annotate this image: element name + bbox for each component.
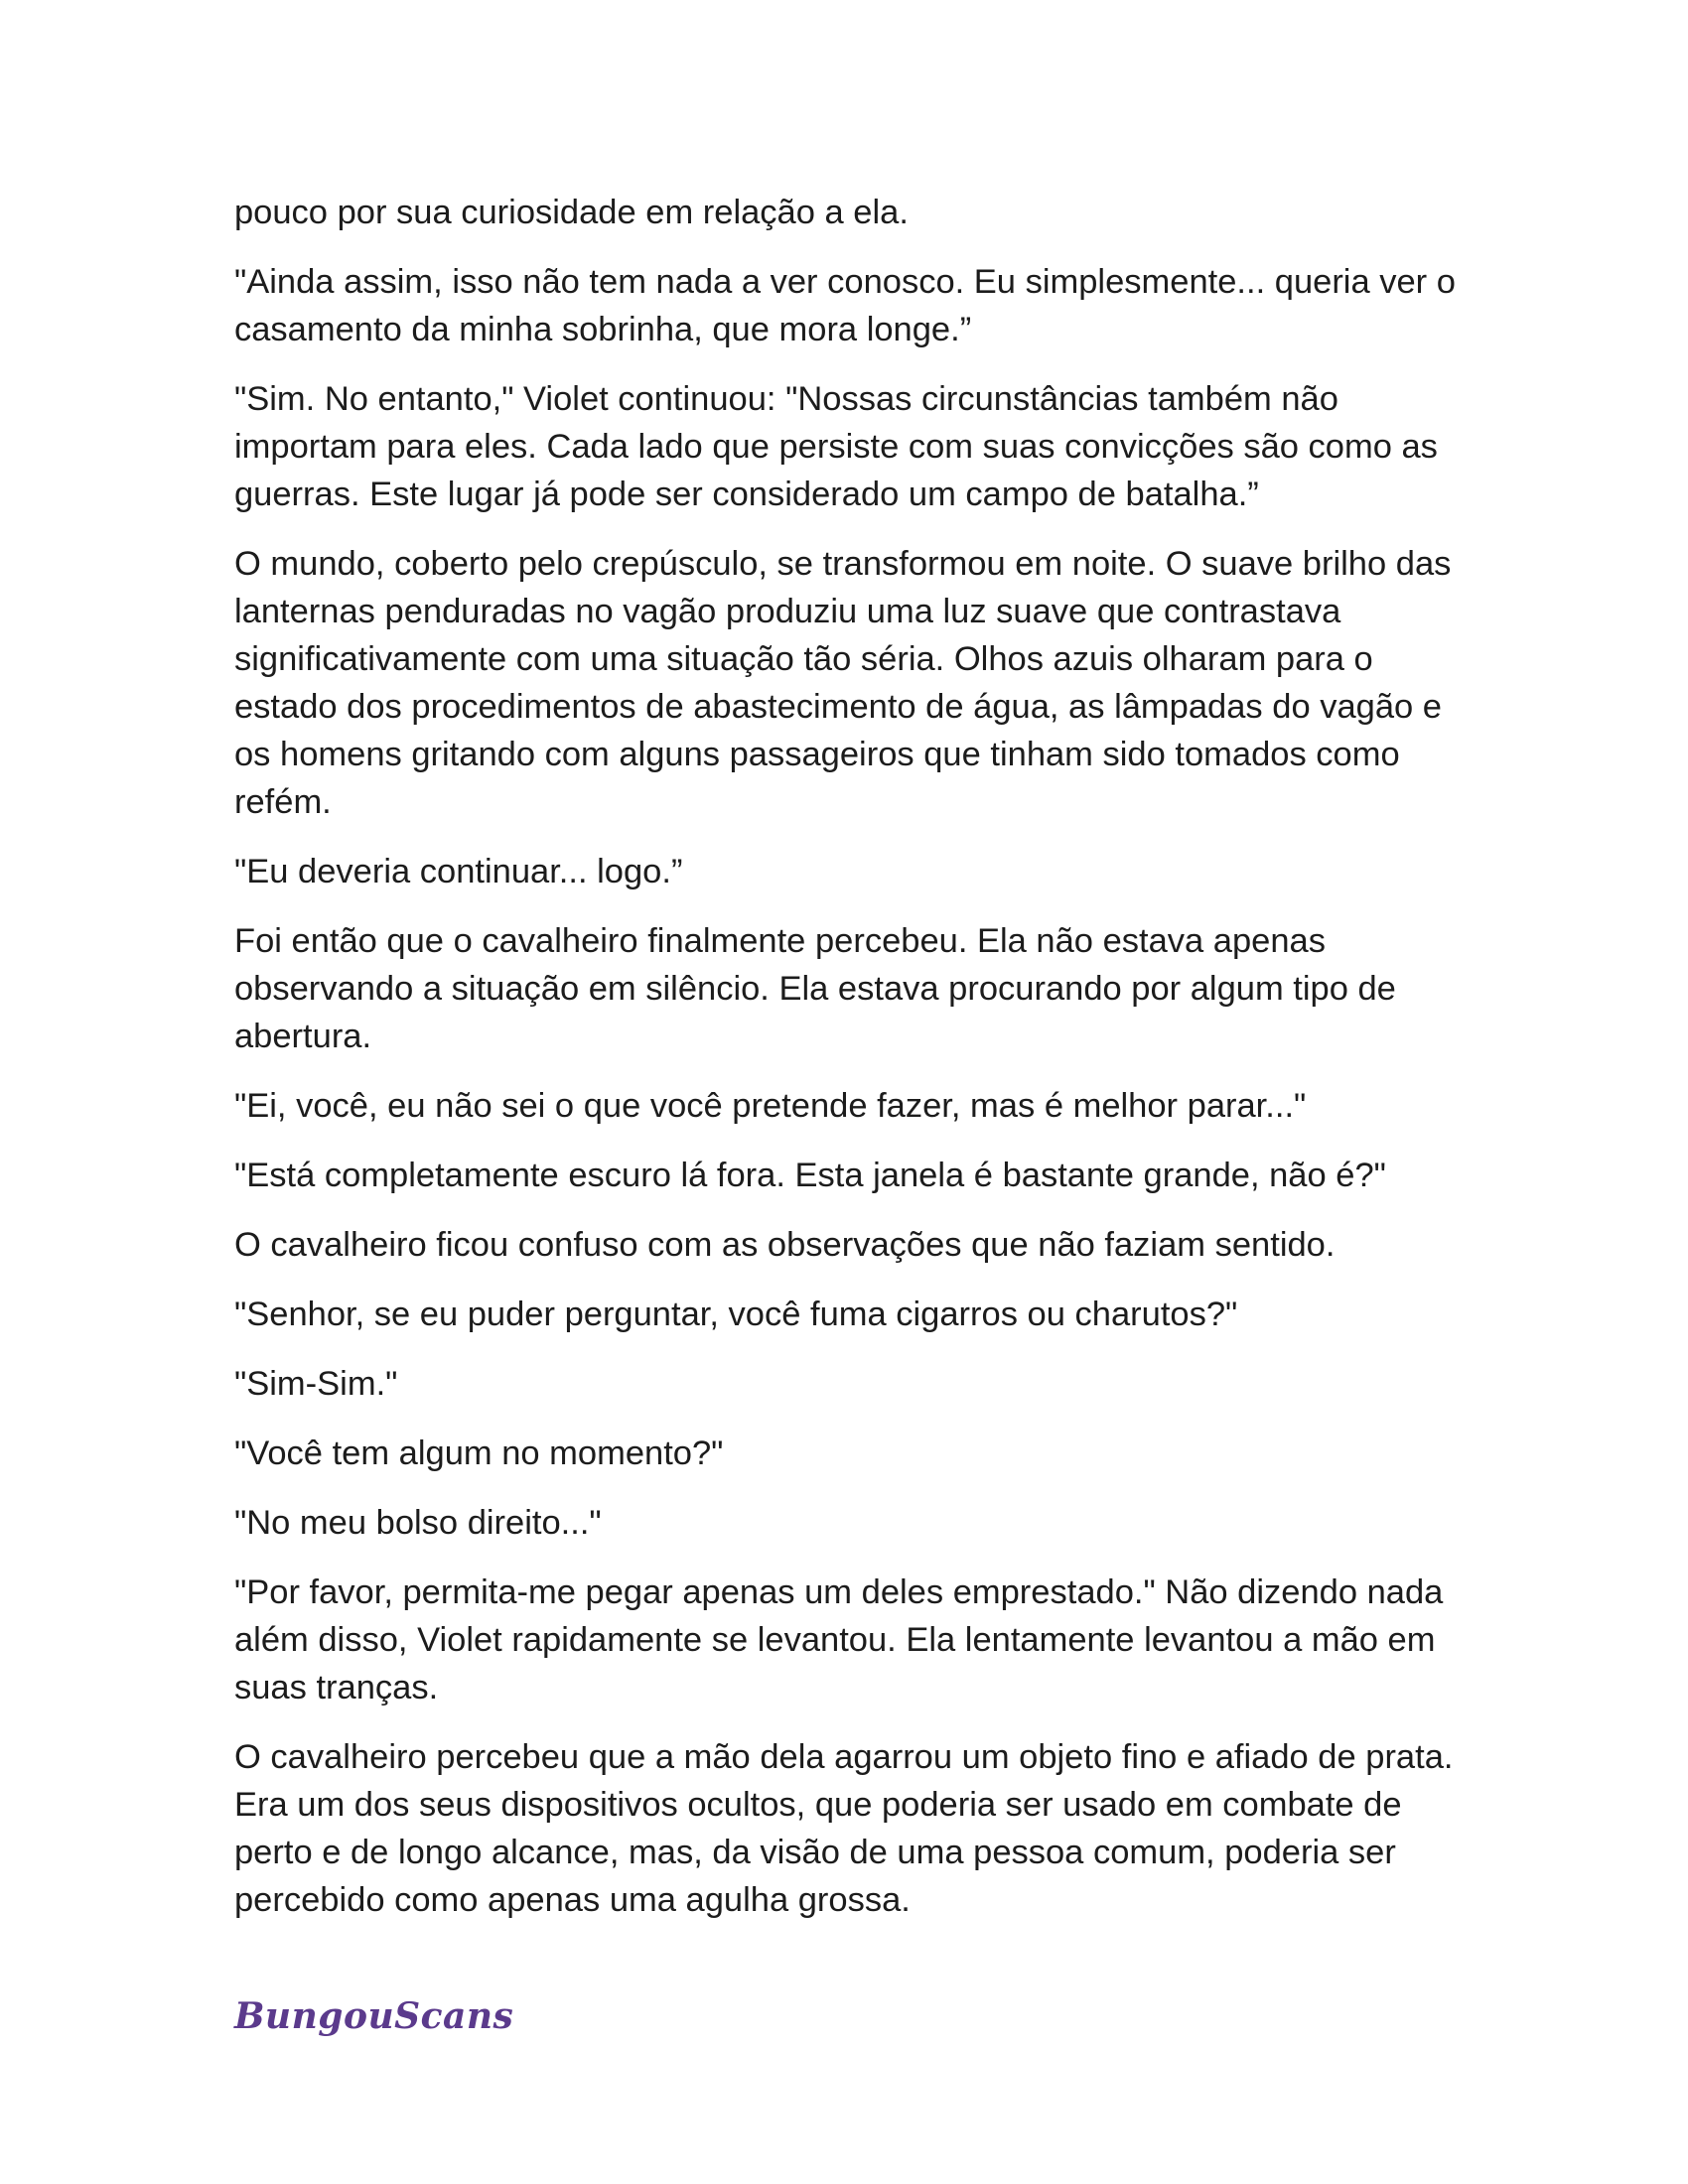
paragraph: "Eu deveria continuar... logo.”: [234, 853, 683, 890]
paragraph: "Você tem algum no momento?": [234, 1434, 724, 1472]
paragraph: "Ainda assim, isso não tem nada a ver conosco. Eu simplesmente... queria ver o casamento da minha sobrinha, que mora longe.”: [234, 263, 1456, 348]
paragraph: "Ei, você, eu não sei o que você pretende fazer, mas é melhor parar...": [234, 1087, 1307, 1125]
document-body: [234, 189, 1461, 1946]
paragraph: O mundo, coberto pelo crepúsculo, se transformou em noite. O suave brilho das lanternas penduradas no vagão produziu uma luz suave que contrastava significativamente com uma situação tão séria. Olhos azuis olharam para o estado dos procedimentos de abastecimento de água, as lâmpadas do vagão e os homens gritando com alguns passageiros que tinham sido tomados como refém.: [234, 545, 1452, 821]
paragraph: O cavalheiro percebeu que a mão dela agarrou um objeto fino e afiado de prata. Era um dos seus dispositivos ocultos, que poderia ser usado em combate de perto e de longo alcance, mas, da visão de uma pessoa comum, poderia ser percebido como apenas uma agulha grossa.: [234, 1738, 1454, 1919]
paragraph: "Sim-Sim.": [234, 1365, 398, 1403]
paragraph: "No meu bolso direito...": [234, 1504, 602, 1542]
paragraph: "Por favor, permita-me pegar apenas um deles emprestado." Não dizendo nada além disso, Violet rapidamente se levantou. Ela lentamente levantou a mão em suas tranças.: [234, 1573, 1444, 1706]
brand-watermark: BungouScans: [234, 1995, 514, 2037]
paragraph: "Senhor, se eu puder perguntar, você fuma cigarros ou charutos?": [234, 1296, 1238, 1333]
paragraph: "Está completamente escuro lá fora. Esta janela é bastante grande, não é?": [234, 1157, 1386, 1194]
paragraph: Foi então que o cavalheiro finalmente percebeu. Ela não estava apenas observando a situação em silêncio. Ela estava procurando por algum tipo de abertura.: [234, 922, 1396, 1055]
paragraph: pouco por sua curiosidade em relação a ela.: [234, 194, 909, 231]
paragraph: "Sim. No entanto," Violet continuou: "Nossas circunstâncias também não importam para eles. Cada lado que persiste com suas convicções são como as guerras. Este lugar já pode ser considerado um campo de batalha.”: [234, 380, 1438, 513]
paragraph: O cavalheiro ficou confuso com as observações que não faziam sentido.: [234, 1226, 1336, 1264]
